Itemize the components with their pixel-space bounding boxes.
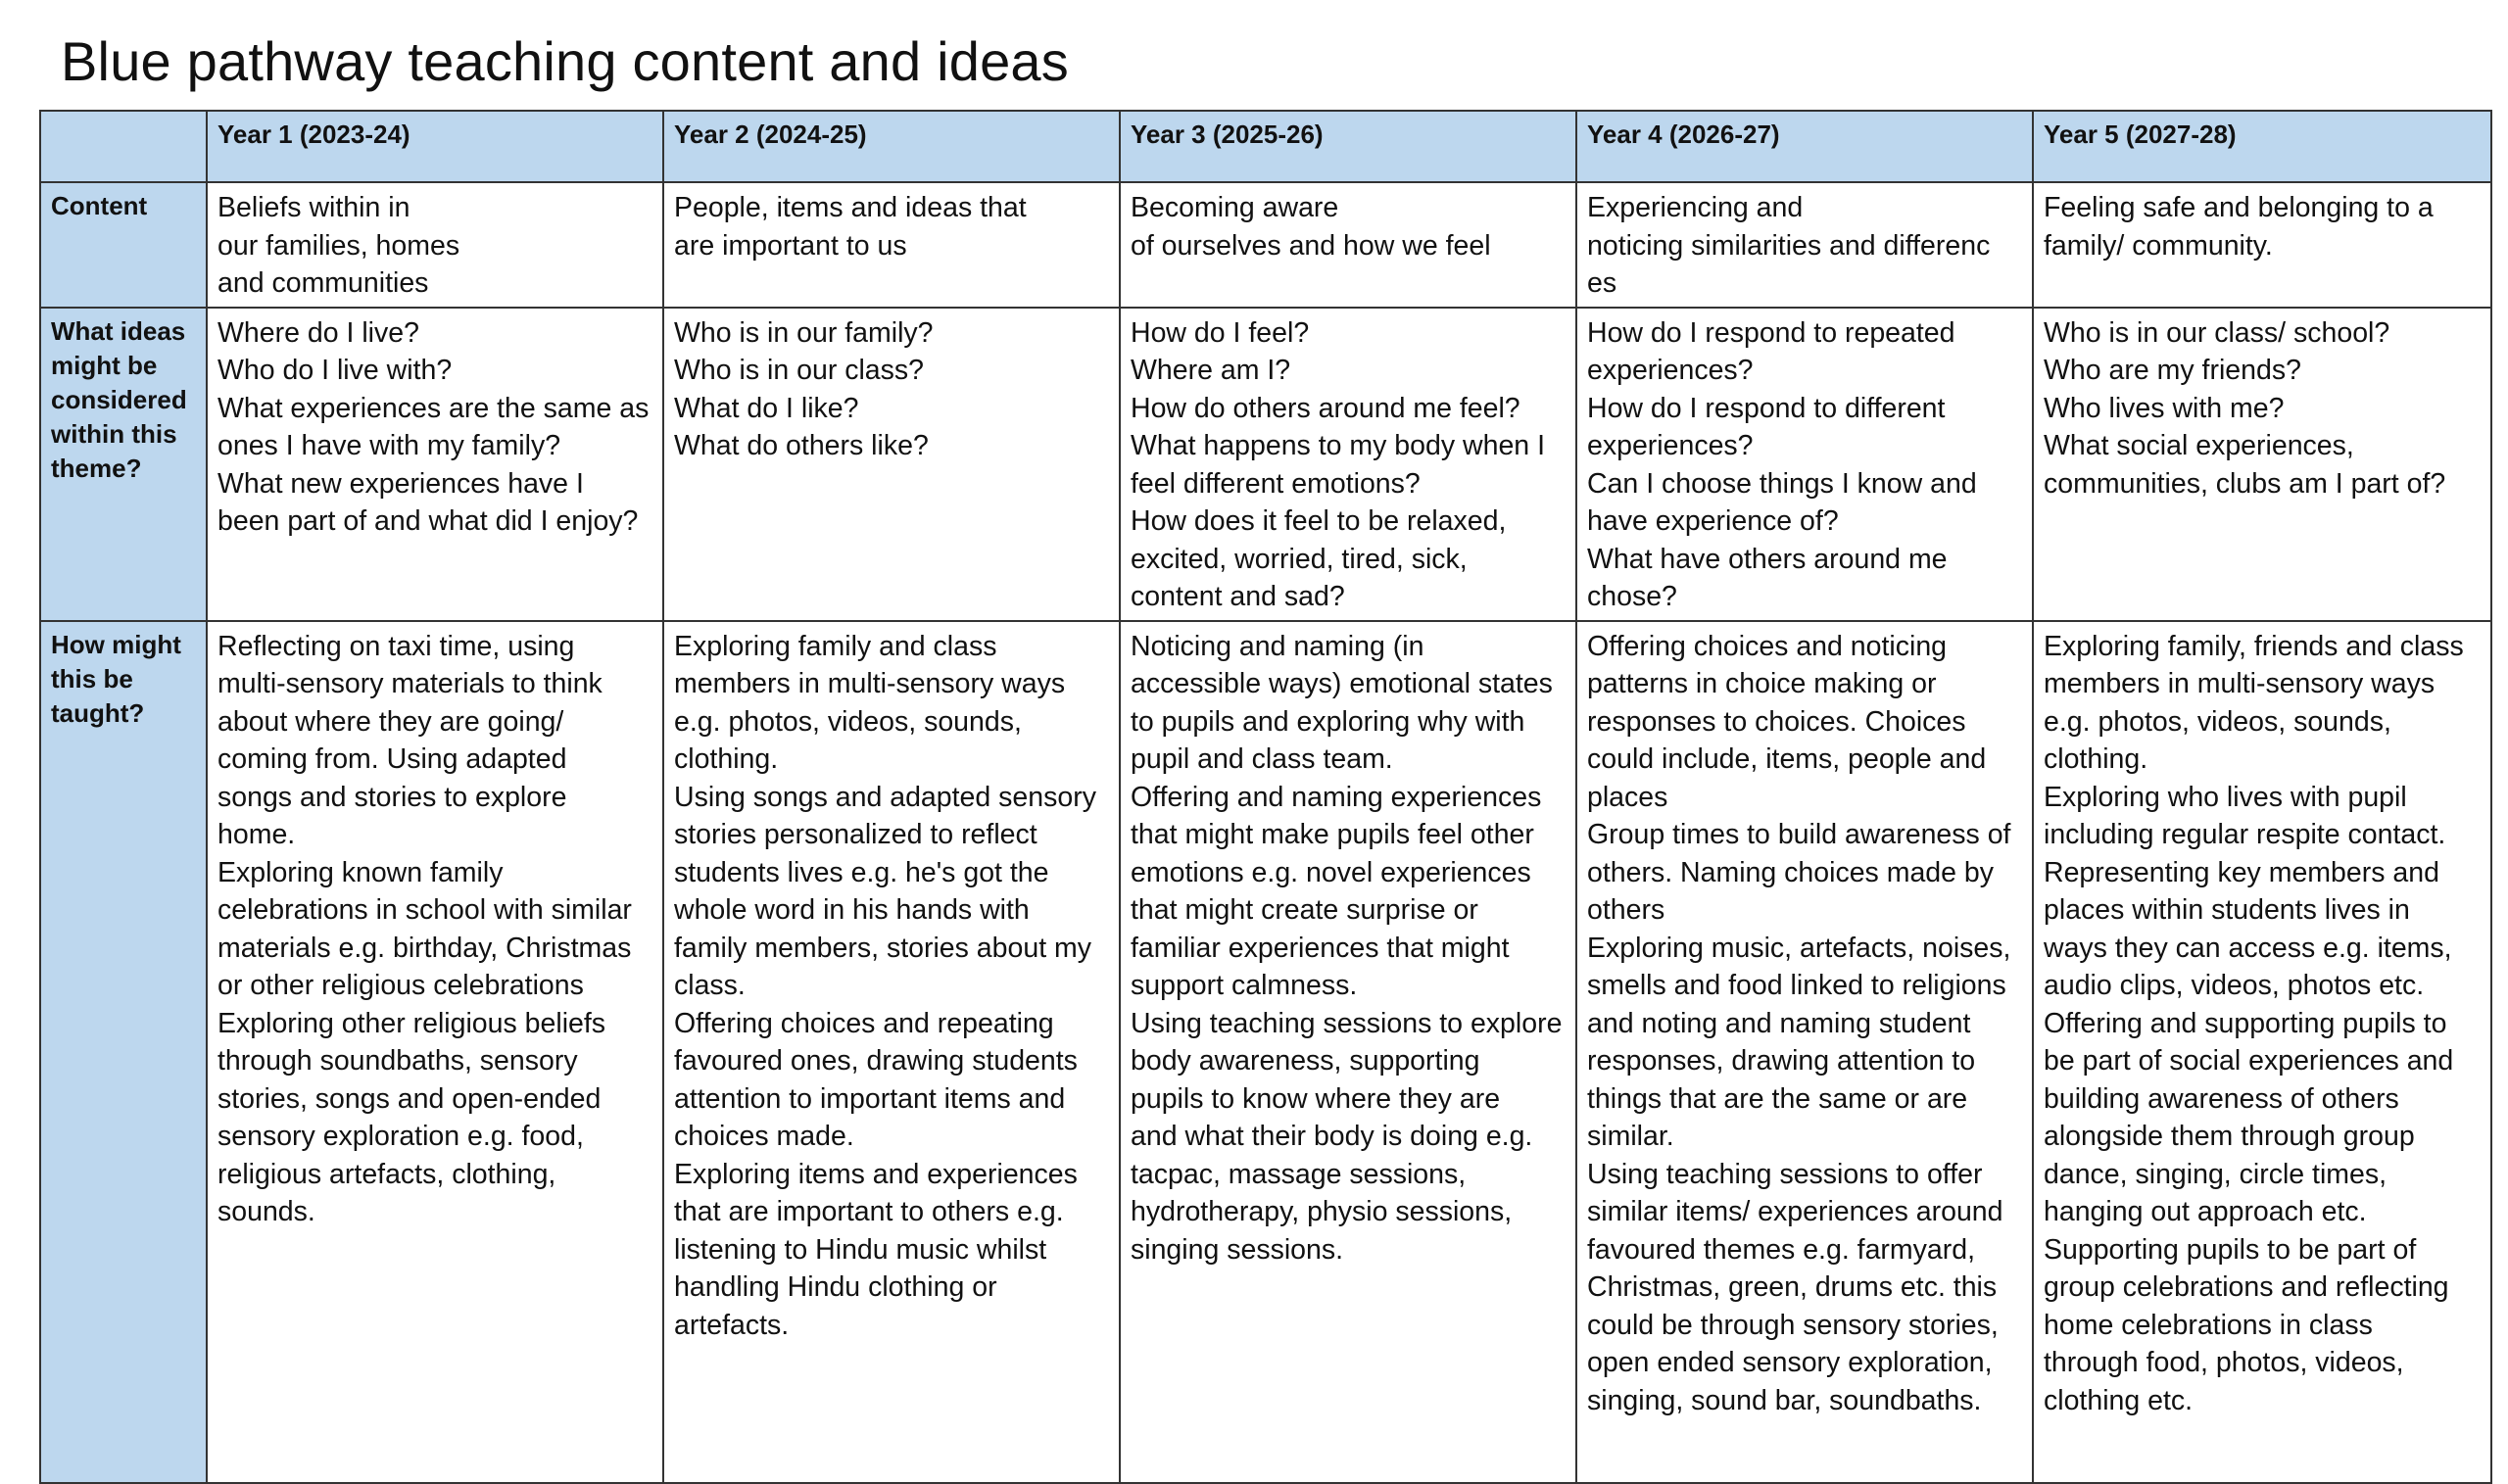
cell-line: How do I respond to different [1587, 392, 1946, 424]
table-cell [2033, 182, 2491, 308]
cell-line: and what their body is doing e.g. [1131, 1121, 1533, 1152]
table-cell [1576, 308, 2033, 621]
cell-line: about where they are going/ [217, 705, 564, 738]
cell-line: handling Hindu clothing or [674, 1271, 997, 1303]
cell-line: Who is in our class? [674, 355, 925, 386]
cell-line: Using songs and adapted sensory [674, 781, 1096, 813]
table-cell [1576, 182, 2033, 308]
cell-line: How do I respond to repeated [1587, 316, 1955, 349]
cell-line: others. Naming choices made by [1587, 856, 1995, 888]
cell-line: Where am I? [1131, 355, 1291, 386]
cell-line: smells and food linked to religions [1587, 970, 2006, 1001]
cell-line: Experiencing and [1587, 192, 1804, 223]
cell-line: patterns in choice making or [1587, 668, 1937, 699]
content-row [40, 182, 2491, 308]
cell-line: have experience of? [1587, 505, 1839, 537]
table-cell [207, 182, 663, 308]
cell-line: How might [51, 629, 181, 659]
cell-line: experiences? [1587, 355, 1754, 386]
cell-line: similar. [1587, 1121, 1674, 1152]
cell-line: What ideas [51, 315, 186, 346]
cell-line: sounds. [217, 1196, 315, 1227]
cell-line: and communities [217, 267, 429, 299]
cell-line: How do I feel? [1131, 316, 1310, 349]
cell-line: Who lives with me? [2044, 392, 2285, 424]
table-cell [663, 621, 1120, 1483]
year-3-header: Year 3 (2025-26) [1120, 111, 1576, 182]
cell-line: Noticing and naming (in [1131, 630, 1424, 662]
cell-line: Beliefs within in [217, 192, 410, 223]
cell-line: home. [217, 819, 296, 850]
row-label-ideas [40, 308, 207, 621]
cell-line: Using teaching sessions to explore [1131, 1007, 1563, 1039]
cell-line: theme? [51, 453, 142, 483]
cell-line: could include, items, people and [1587, 743, 1987, 775]
cell-line: songs and stories to explore [217, 781, 567, 813]
taught-row [40, 621, 2491, 1483]
cell-line: multi-sensory materials to think [217, 668, 603, 699]
cell-line: communities, clubs am I part of? [2044, 467, 2446, 500]
cell-line: pupils to know where they are [1131, 1082, 1501, 1115]
cell-line: Group times to build awareness of [1587, 819, 2011, 850]
cell-line: could be through sensory stories, [1587, 1309, 1999, 1341]
cell-line: including regular respite contact. [2044, 819, 2446, 850]
cell-line: and noting and naming student [1587, 1007, 1971, 1039]
cell-line: coming from. Using adapted [217, 743, 567, 775]
cell-line: to pupils and exploring why with [1131, 705, 1525, 738]
cell-line: responses to choices. Choices [1587, 705, 1966, 738]
cell-line: home celebrations in class [2044, 1309, 2373, 1341]
cell-line: listening to Hindu music whilst [674, 1233, 1047, 1266]
cell-line: clothing. [2044, 743, 2148, 775]
cell-line: favoured themes e.g. farmyard, [1587, 1233, 1976, 1266]
cell-line: excited, worried, tired, sick, [1131, 543, 1468, 575]
cell-line: What experiences are the same as [217, 392, 650, 424]
cell-line: audio clips, videos, photos etc. [2044, 970, 2425, 1001]
cell-line: things that are the same or are [1587, 1082, 1968, 1115]
page-title: Blue pathway teaching content and ideas [61, 30, 1069, 92]
cell-line: singing, sound bar, soundbaths. [1587, 1384, 1982, 1416]
cell-line: students lives e.g. he's got the [674, 856, 1049, 888]
table-cell [663, 308, 1120, 621]
cell-line: that might create surprise or [1131, 894, 1478, 926]
year-1-header: Year 1 (2023-24) [207, 111, 663, 182]
cell-line: might be [51, 350, 158, 380]
cell-line: taught? [51, 697, 145, 728]
cell-line: Using teaching sessions to offer [1587, 1158, 1983, 1190]
cell-line: singing sessions. [1131, 1233, 1344, 1266]
table-cell [1120, 308, 1576, 621]
cell-line: religious artefacts, clothing, [217, 1158, 556, 1190]
table-cell [207, 621, 663, 1483]
cell-line: What new experiences have I [217, 467, 584, 500]
cell-line: hanging out approach etc. [2044, 1196, 2367, 1227]
cell-line: tacpac, massage sessions, [1131, 1158, 1467, 1190]
cell-line: familiar experiences that might [1131, 932, 1510, 964]
row-label-taught [40, 621, 207, 1483]
cell-line: class. [674, 970, 746, 1001]
cell-line: e.g. photos, videos, sounds, [2044, 705, 2391, 738]
cell-line: artefacts. [674, 1309, 790, 1341]
cell-line: whole word in his hands with [674, 894, 1030, 926]
cell-line: members in multi-sensory ways [2044, 668, 2436, 699]
cell-line: Offering and supporting pupils to [2044, 1007, 2447, 1039]
cell-line: content and sad? [1131, 581, 1345, 612]
cell-line: are important to us [674, 229, 907, 262]
cell-line: sensory exploration e.g. food, [217, 1121, 584, 1152]
cell-line: family/ community. [2044, 229, 2273, 262]
table-cell [2033, 308, 2491, 621]
cell-line: Supporting pupils to be part of [2044, 1233, 2417, 1266]
table-cell [1120, 182, 1576, 308]
cell-line: similar items/ experiences around [1587, 1196, 2003, 1227]
cell-line: How do others around me feel? [1131, 392, 1520, 424]
cell-line: be part of social experiences and [2044, 1045, 2454, 1077]
cell-line: within this [51, 418, 177, 449]
cell-line: accessible ways) emotional states [1131, 668, 1553, 699]
cell-line: Exploring family, friends and class [2044, 630, 2464, 662]
cell-line: or other religious celebrations [217, 970, 584, 1001]
cell-line: materials e.g. birthday, Christmas [217, 932, 632, 964]
cell-line: Who is in our class/ school? [2044, 316, 2390, 349]
cell-line: considered [51, 384, 187, 414]
table-cell [2033, 621, 2491, 1483]
cell-line: emotions e.g. novel experiences [1131, 856, 1531, 888]
table-cell [663, 182, 1120, 308]
cell-line: Where do I live? [217, 316, 419, 349]
cell-line: clothing. [674, 743, 779, 775]
cell-line: members in multi-sensory ways [674, 668, 1066, 699]
cell-line: Exploring other religious beliefs [217, 1007, 606, 1039]
cell-line: experiences? [1587, 430, 1754, 461]
cell-line: places within students lives in [2044, 894, 2410, 926]
cell-line: Who are my friends? [2044, 355, 2301, 386]
cell-line: Exploring family and class [674, 630, 997, 662]
cell-line: through food, photos, videos, [2044, 1347, 2404, 1378]
cell-line: What have others around me [1587, 543, 1948, 575]
ideas-row [40, 308, 2491, 621]
cell-line: hydrotherapy, physio sessions, [1131, 1196, 1513, 1227]
cell-line: Reflecting on taxi time, using [217, 630, 575, 662]
cell-line: our families, homes [217, 229, 460, 262]
cell-line: been part of and what did I enjoy? [217, 505, 639, 537]
year-5-header: Year 5 (2027-28) [2033, 111, 2491, 182]
cell-line: stories, songs and open-ended [217, 1082, 602, 1115]
cell-line: this be [51, 663, 133, 694]
cell-line: chose? [1587, 581, 1677, 612]
cell-line: Offering choices and noticing [1587, 630, 1948, 662]
cell-line: that are important to others e.g. [674, 1196, 1064, 1227]
cell-line: dance, singing, circle times, [2044, 1158, 2387, 1190]
cell-line: others [1587, 894, 1665, 926]
cell-line: alongside them through group [2044, 1121, 2415, 1152]
cell-line: Christmas, green, drums etc. this [1587, 1271, 1998, 1303]
cell-line: es [1587, 267, 1617, 299]
cell-line: attention to important items and [674, 1082, 1066, 1115]
cell-line: Content [51, 191, 148, 220]
cell-line: favoured ones, drawing students [674, 1045, 1078, 1077]
cell-line: Offering choices and repeating [674, 1007, 1054, 1039]
cell-line: How does it feel to be relaxed, [1131, 505, 1507, 537]
cell-line: celebrations in school with similar [217, 894, 632, 926]
cell-line: Exploring items and experiences [674, 1158, 1078, 1190]
year-4-header: Year 4 (2026-27) [1576, 111, 2033, 182]
cell-line: e.g. photos, videos, sounds, [674, 705, 1022, 738]
cell-line: pupil and class team. [1131, 743, 1393, 775]
cell-line: What social experiences, [2044, 430, 2354, 461]
year-2-header: Year 2 (2024-25) [663, 111, 1120, 182]
cell-line: responses, drawing attention to [1587, 1045, 1976, 1077]
corner-cell [40, 111, 207, 182]
cell-line: Who is in our family? [674, 316, 934, 349]
cell-line: body awareness, supporting [1131, 1045, 1480, 1077]
cell-line: clothing etc. [2044, 1384, 2194, 1416]
cell-line: of ourselves and how we feel [1131, 229, 1491, 262]
table-cell [1120, 621, 1576, 1483]
cell-line: support calmness. [1131, 970, 1358, 1001]
cell-line: What happens to my body when I [1131, 430, 1545, 461]
cell-line: ways they can access e.g. items, [2044, 932, 2452, 964]
cell-line: Exploring music, artefacts, noises, [1587, 932, 2011, 964]
table-cell [207, 308, 663, 621]
cell-line: choices made. [674, 1121, 854, 1152]
cell-line: What do others like? [674, 430, 929, 461]
cell-line: Exploring who lives with pupil [2044, 781, 2407, 813]
cell-line: noticing similarities and differenc [1587, 229, 1991, 262]
cell-line: family members, stories about my [674, 932, 1092, 964]
cell-line: Becoming aware [1131, 192, 1339, 223]
cell-line: Feeling safe and belonging to a [2044, 192, 2434, 223]
row-label-content [40, 182, 207, 308]
cell-line: Representing key members and [2044, 856, 2439, 888]
cell-line: Offering and naming experiences [1131, 781, 1542, 813]
cell-line: ones I have with my family? [217, 430, 561, 461]
teaching-content-table [39, 110, 2492, 1484]
cell-line: group celebrations and reflecting [2044, 1271, 2449, 1303]
cell-line: Exploring known family [217, 856, 504, 888]
cell-line: People, items and ideas that [674, 192, 1027, 223]
cell-line: through soundbaths, sensory [217, 1045, 578, 1077]
header-row [40, 111, 2491, 182]
cell-line: that might make pupils feel other [1131, 819, 1534, 850]
cell-line: stories personalized to reflect [674, 819, 1037, 850]
cell-line: building awareness of others [2044, 1082, 2399, 1115]
cell-line: What do I like? [674, 392, 859, 424]
cell-line: Can I choose things I know and [1587, 467, 1977, 500]
cell-line: open ended sensory exploration, [1587, 1347, 1993, 1378]
table-cell [1576, 621, 2033, 1483]
cell-line: Who do I live with? [217, 355, 453, 386]
cell-line: places [1587, 781, 1668, 813]
cell-line: feel different emotions? [1131, 467, 1421, 500]
